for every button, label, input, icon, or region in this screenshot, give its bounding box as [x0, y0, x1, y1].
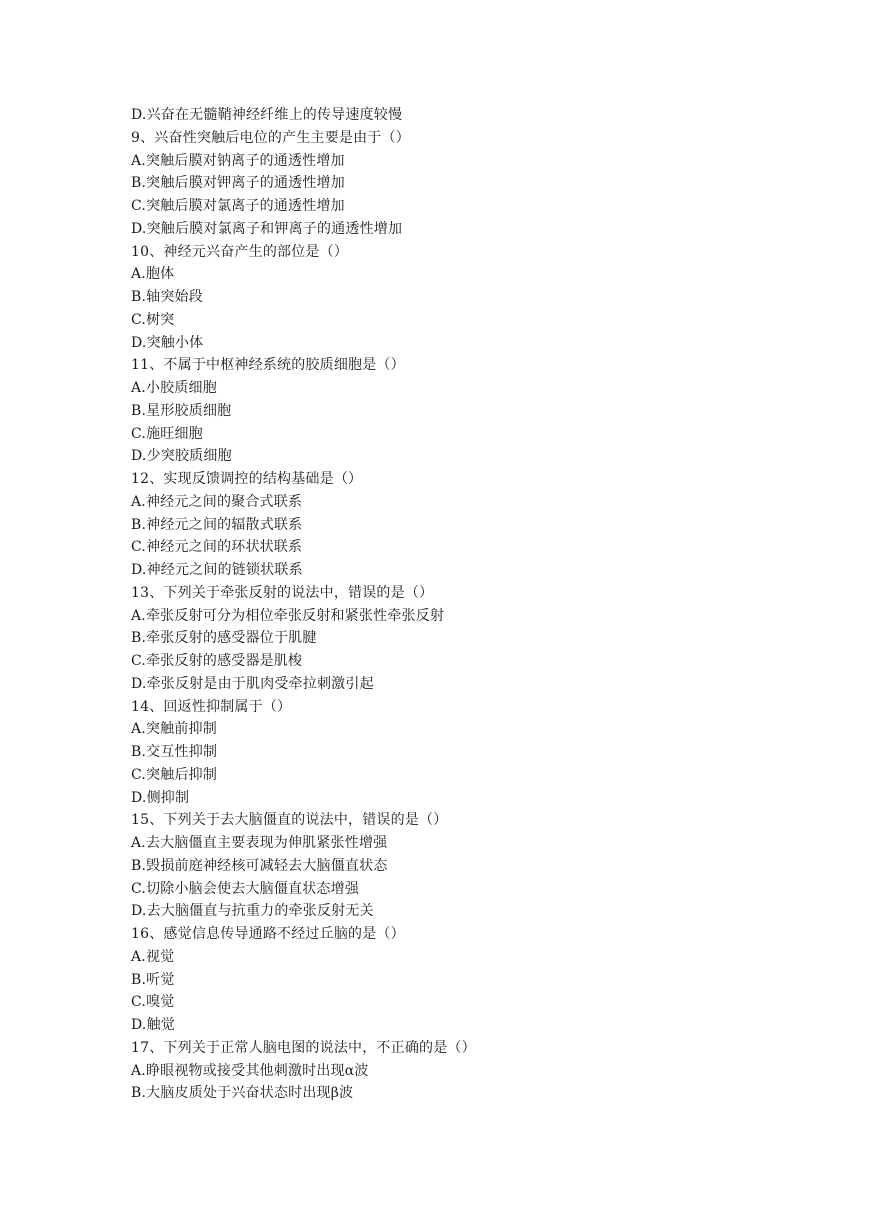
question-11: 11、不属于中枢神经系统的胶质细胞是（）	[131, 357, 405, 374]
option-line: C.神经元之间的环状状联系	[131, 539, 303, 556]
option-line: B.毁损前庭神经核可减轻去大脑僵直状态	[131, 857, 388, 874]
option-line: B.听觉	[131, 971, 175, 988]
question-12: 12、实现反馈调控的结构基础是（）	[131, 471, 363, 487]
option-line: D.少突胶质细胞	[131, 448, 232, 465]
option-line: B.神经元之间的辐散式联系	[131, 516, 303, 533]
option-line: C.施旺细胞	[131, 425, 203, 442]
option-line: A.小胶质细胞	[131, 380, 217, 396]
option-line: B.星形胶质细胞	[131, 402, 232, 419]
option-line: B.交互性抑制	[131, 744, 218, 760]
question-15: 15、下列关于去大脑僵直的说法中，错误的是（）	[131, 812, 448, 829]
option-line: A.突触后膜对钠离子的通透性增加	[131, 152, 345, 169]
option-line: A.牵张反射可分为相位牵张反射和紧张性牵张反射	[131, 607, 445, 624]
option-line: C.嗅觉	[131, 994, 175, 1011]
option-line: A.突触前抑制	[131, 721, 217, 738]
option-line: A.胞体	[131, 266, 175, 283]
option-line: D.突触小体	[131, 334, 204, 351]
option-line: D.神经元之间的链锁状联系	[131, 562, 303, 578]
option-line: C.树突	[131, 311, 175, 328]
option-line: A.神经元之间的聚合式联系	[131, 493, 303, 510]
option-line: C.突触后膜对氯离子的通透性增加	[131, 198, 345, 214]
option-line: A.视觉	[131, 948, 175, 965]
option-line: D.侧抑制	[131, 789, 190, 806]
question-16: 16、感觉信息传导通路不经过丘脑的是（）	[131, 926, 405, 942]
option-line: B.牵张反射的感受器位于肌腱	[131, 630, 317, 647]
option-line: D.牵张反射是由于肌肉受牵拉刺激引起	[131, 675, 374, 692]
option-line: A.睁眼视物或接受其他刺激时出现α波	[131, 1062, 369, 1079]
option-line: B.突触后膜对钾离子的通透性增加	[131, 175, 345, 192]
option-line: D.突触后膜对氯离子和钾离子的通透性增加	[131, 220, 403, 237]
option-line: B.大脑皮质处于兴奋状态时出现β波	[131, 1085, 354, 1102]
option-line: C.突触后抑制	[131, 766, 218, 783]
option-line: B.轴突始段	[131, 289, 203, 305]
option-line: A.去大脑僵直主要表现为伸肌紧张性增强	[131, 835, 388, 851]
question-9: 9、兴奋性突触后电位的产生主要是由于（）	[131, 129, 410, 146]
question-13: 13、下列关于牵张反射的说法中，错误的是（）	[131, 584, 434, 601]
option-line: D.去大脑僵直与抗重力的牵张反射无关	[131, 903, 374, 920]
question-17: 17、下列关于正常人脑电图的说法中，不正确的是（）	[131, 1039, 476, 1056]
text-line: D.兴奋在无髓鞘神经纤维上的传导速度较慢	[131, 107, 403, 123]
option-line: C.切除小脑会使去大脑僵直状态增强	[131, 880, 360, 897]
question-10: 10、神经元兴奋产生的部位是（）	[131, 243, 349, 260]
document-page	[131, 104, 831, 1105]
option-line: D.触觉	[131, 1017, 175, 1033]
question-14: 14、回返性抑制属于（）	[131, 698, 292, 715]
option-line: C.牵张反射的感受器是肌梭	[131, 653, 303, 669]
